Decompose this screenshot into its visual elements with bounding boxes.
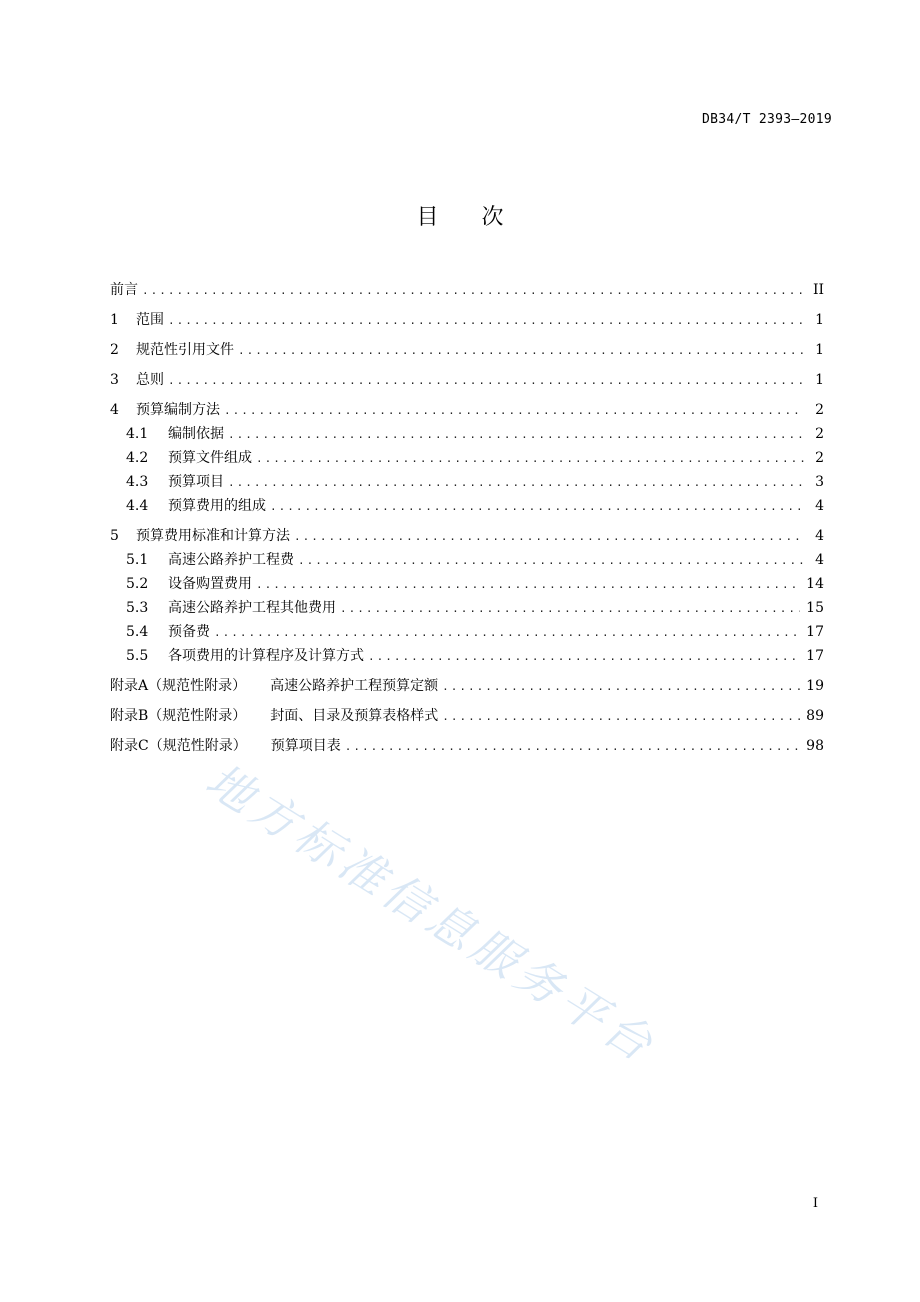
toc-entry[interactable] — [110, 524, 824, 548]
toc-entry-title: 编制依据 — [168, 426, 224, 442]
toc-leader-dots — [214, 621, 800, 645]
toc-leader-dots — [228, 471, 804, 495]
toc-entry-number: 附录C（规范性附录） — [110, 738, 247, 754]
toc-entry-page: 4 — [815, 552, 824, 568]
toc-leader-dots — [294, 525, 804, 549]
toc-entry-number: 4 — [110, 402, 119, 418]
toc-entry-number: 5.3 — [126, 600, 149, 616]
toc-entry-title: 预算费用的组成 — [168, 498, 266, 514]
toc-leader-dots — [168, 309, 804, 333]
toc-entry-page: 3 — [815, 474, 824, 490]
toc-entry-page: 4 — [815, 528, 824, 544]
toc-entry-number: 5.1 — [126, 552, 149, 568]
toc-entry[interactable] — [110, 548, 824, 572]
page-number: I — [812, 1196, 818, 1211]
toc-entry-number: 附录B（规范性附录） — [110, 708, 247, 724]
toc-entry-page: 19 — [806, 678, 824, 694]
toc-entry-title: 预算费用标准和计算方法 — [136, 528, 290, 544]
toc-leader-dots — [270, 495, 804, 519]
toc-entry-page: 2 — [815, 450, 824, 466]
toc-entry-page: 1 — [815, 312, 824, 328]
toc-entry-title: 预算编制方法 — [136, 402, 220, 418]
toc-leader-dots — [228, 423, 804, 447]
toc-entry[interactable] — [110, 446, 824, 470]
toc-leader-dots — [442, 675, 800, 699]
toc-entry[interactable] — [110, 422, 824, 446]
toc-entry[interactable] — [110, 596, 824, 620]
toc-entry-title: 预备费 — [168, 624, 210, 640]
toc-entry-title: 范围 — [136, 312, 164, 328]
toc-leader-dots — [224, 399, 804, 423]
toc-entry-page: 89 — [806, 708, 824, 724]
toc-entry-number: 5 — [110, 528, 119, 544]
toc-leader-dots — [368, 645, 800, 669]
toc-entry[interactable] — [110, 278, 824, 302]
toc-entry[interactable] — [110, 674, 824, 698]
toc-leader-dots — [442, 705, 800, 729]
toc-entry-title: 预算文件组成 — [168, 450, 252, 466]
toc-entry[interactable] — [110, 368, 824, 392]
toc-entry-number: 3 — [110, 372, 119, 388]
toc-entry-page: 98 — [806, 738, 824, 754]
toc-entry[interactable] — [110, 494, 824, 518]
toc-title: 目 次 — [416, 205, 522, 230]
toc-entry-title: 封面、目录及预算表格样式 — [270, 708, 439, 724]
toc-entry-page: II — [812, 282, 824, 298]
toc-entry-title: 前言 — [110, 282, 138, 298]
toc-entry-title: 高速公路养护工程费 — [168, 552, 294, 568]
toc-entry-number: 4.3 — [126, 474, 149, 490]
toc-leader-dots — [168, 369, 804, 393]
toc-entry[interactable] — [110, 470, 824, 494]
document-code: DB34/T 2393—2019 — [701, 112, 832, 127]
toc-entry-title: 高速公路养护工程其他费用 — [168, 600, 336, 616]
toc-entry-page: 2 — [815, 402, 824, 418]
toc-entry[interactable] — [110, 734, 824, 758]
toc-entry[interactable] — [110, 704, 824, 728]
toc-entry-title: 预算项目表 — [270, 738, 341, 754]
toc-entry-page: 1 — [815, 342, 824, 358]
toc-entry-title: 设备购置费用 — [168, 576, 252, 592]
toc-entry-title: 高速公路养护工程预算定额 — [270, 678, 439, 694]
toc-entry-number: 5.5 — [126, 648, 149, 664]
table-of-contents — [110, 278, 824, 758]
toc-entry-title: 各项费用的计算程序及计算方式 — [168, 648, 364, 664]
toc-entry[interactable] — [110, 398, 824, 422]
toc-entry-page: 15 — [806, 600, 824, 616]
toc-entry-number: 1 — [110, 312, 119, 328]
toc-leader-dots — [256, 447, 804, 471]
toc-entry-number: 附录A（规范性附录） — [110, 678, 247, 694]
toc-entry-page: 4 — [815, 498, 824, 514]
toc-entry-page: 14 — [806, 576, 824, 592]
toc-entry[interactable] — [110, 620, 824, 644]
toc-entry-number: 5.2 — [126, 576, 149, 592]
toc-entry[interactable] — [110, 644, 824, 668]
toc-leader-dots — [142, 279, 804, 303]
toc-entry-page: 1 — [815, 372, 824, 388]
toc-entry-number: 4.1 — [126, 426, 149, 442]
toc-leader-dots — [345, 735, 800, 759]
toc-entry-title: 预算项目 — [168, 474, 224, 490]
toc-entry-number: 4.2 — [126, 450, 149, 466]
toc-entry-page: 17 — [806, 624, 824, 640]
toc-entry[interactable] — [110, 308, 824, 332]
toc-entry[interactable] — [110, 338, 824, 362]
toc-entry-page: 2 — [815, 426, 824, 442]
watermark: 地方标准信息服务平台 — [196, 752, 667, 1074]
toc-entry-title: 总则 — [136, 372, 164, 388]
toc-leader-dots — [298, 549, 804, 573]
toc-leader-dots — [340, 597, 800, 621]
toc-entry-number: 2 — [110, 342, 119, 358]
toc-entry-number: 4.4 — [126, 498, 149, 514]
toc-entry-title: 规范性引用文件 — [136, 342, 234, 358]
toc-entry[interactable] — [110, 572, 824, 596]
toc-entry-number: 5.4 — [126, 624, 149, 640]
toc-leader-dots — [238, 339, 804, 363]
toc-leader-dots — [256, 573, 800, 597]
toc-entry-page: 17 — [806, 648, 824, 664]
